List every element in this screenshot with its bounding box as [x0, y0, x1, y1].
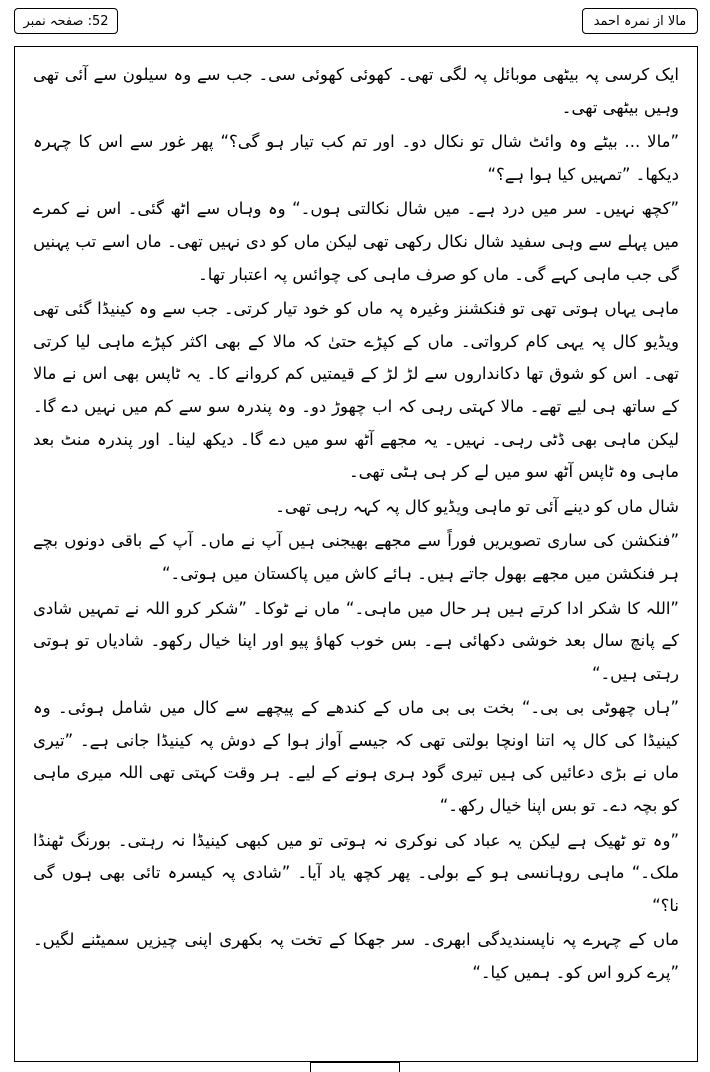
footer-tab [310, 1062, 400, 1072]
book-title-box [582, 8, 698, 34]
paragraph-6: ”فنکشن کی ساری تصویریں فوراً سے مجھے بھیجنی ہیں آپ نے ماں۔ آپ کے باقی دونوں بچے ہر فنکشن میں مجھے بھول جاتے ہیں۔ ہائے کاش میں پاکستان میں ہوتی۔“ [33, 531, 679, 583]
paragraph-8: ”ہاں چھوٹی بی بی۔“ بخت بی بی ماں کے کندھے کے پیچھے سے کال میں شامل ہوئی۔ وہ کینیڈا کی کال پہ اتنا اونچا بولتی تھی کہ جیسے آواز ہوا کے دوش پہ کینیڈا جانی ہے۔ ”تیری ماں نے بڑی دعائیں کی ہیں تیری گود ہری ہونے کے لیے۔ ہر وقت کہتی تھی اللہ میری ماہی کو بچہ دے۔ تو بس اپنا خیال رکھ۔“ [33, 698, 679, 816]
paragraph-2: ”مالا ... بیٹے وہ وائٹ شال تو نکال دو۔ اور تم کب تیار ہو گی؟“ پھر غور سے اس کا چہرہ دیکھا۔ ”تمہیں کیا ہوا ہے؟“ [33, 132, 679, 184]
paragraph-9: ”وہ تو ٹھیک ہے لیکن یہ عباد کی نوکری نہ ہوتی تو میں کبھی کینیڈا نہ رہتی۔ بورنگ ٹھنڈا ملک۔“ ماہی روہانسی ہو کے بولی۔ پھر کچھ یاد آیا۔ ”شادی پہ کیسرہ تائی بھی ہوں گی نا؟“ [33, 830, 679, 915]
page-number-box [14, 8, 118, 34]
paragraph-1: ایک کرسی پہ بیٹھی موبائل پہ لگی تھی۔ کھوئی کھوئی سی۔ جب سے وہ سیلون سے آئی تھی وہیں بیٹھی تھی۔ [33, 65, 679, 117]
story-text [15, 47, 697, 990]
paragraph-7: ”اللہ کا شکر ادا کرتے ہیں ہر حال میں ماہی۔“ ماں نے ٹوکا۔ ”شکر کرو اللہ نے تمہیں شادی کے پانچ سال بعد خوشی دکھائی ہے۔ بس خوب کھاؤ پیو اور اپنا خیال رکھو۔ شادیاں تو ہوتی رہتی ہیں۔“ [33, 598, 679, 683]
paragraph-4: ماہی یہاں ہوتی تھی تو فنکشنز وغیرہ پہ ماں کو خود تیار کرتی۔ جب سے وہ کینیڈا گئی تھی ویڈیو کال پہ یہی کام کرواتی۔ ماں کے کپڑے حتیٰ کہ مالا کے بھی اکثر کپڑے ماہی لیا کرتی تھی۔ اس کو شوق تھا دکانداروں سے لڑ لڑ کے قیمتیں کم کروانے کا۔ یہ ٹاپس بھی اس نے مالا کے ساتھ ہی لیے تھے۔ مالا کہتی رہی کہ اب چھوڑ دو۔ وہ پندرہ سو سے کم میں نہیں دے گا۔ لیکن ماہی بھی ڈٹی رہی۔ نہیں۔ یہ مجھے آٹھ سو میں دے گا۔ دیکھ لینا۔ اور پندرہ منٹ بعد ماہی وہ ٹاپس آٹھ سو میں لے کر ہی ہٹی تھی۔ [33, 299, 679, 482]
book-title: مالا از نمرہ احمد [593, 13, 687, 29]
paragraph-3: ”کچھ نہیں۔ سر میں درد ہے۔ میں شال نکالتی ہوں۔“ وہ وہاں سے اٹھ گئی۔ اس نے کمرے میں پہلے سے وہی سفید شال نکال رکھی تھی لیکن ماں کو دی نہیں تھی۔ ماں اسے تب پہنیں گی جب ماہی کہے گی۔ ماں کو صرف ماہی کی چوائس پہ اعتبار تھا۔ [33, 199, 679, 284]
page-number-label: صفحہ نمبر [23, 13, 84, 29]
paragraph-10: ماں کے چہرے پہ ناپسندیدگی ابھری۔ سر جھکا کے تخت پہ بکھری اپنی چیزیں سمیٹنے لگیں۔ ”پرے کرو اس کو۔ ہمیں کیا۔“ [33, 930, 679, 983]
text-frame [14, 46, 698, 1062]
page [8, 4, 702, 1066]
page-header [8, 4, 702, 36]
paragraph-5: شال ماں کو دینے آئی تو ماہی ویڈیو کال پہ کہہ رہی تھی۔ [275, 496, 679, 516]
page-number: 52 [91, 13, 109, 29]
page-number-separator: : [83, 13, 92, 29]
